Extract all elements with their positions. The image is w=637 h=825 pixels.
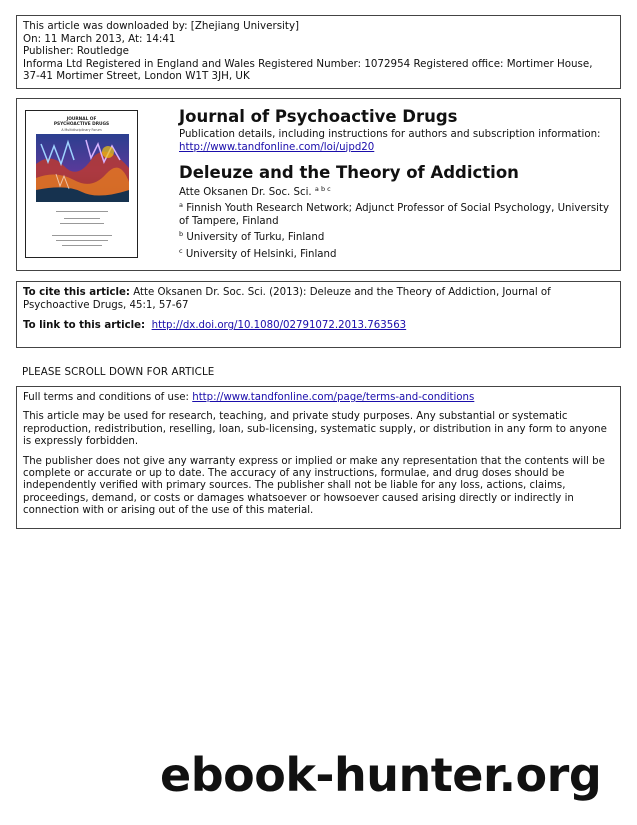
cover-rule bbox=[56, 211, 108, 212]
cover-title-line: JOURNAL OF bbox=[66, 117, 97, 122]
publication-details-text: Publication details, including instructions for authors and subscription information: bbox=[179, 129, 601, 140]
affiliation-text: Finnish Youth Research Network; Adjunct Professor of Social Psychology, University of Tampere, Finland bbox=[179, 203, 609, 227]
article-title: Deleuze and the Theory of Addiction bbox=[179, 163, 519, 182]
cite-text: Atte Oksanen Dr. Soc. Sci. (2013): Deleuze and the Theory of Addiction, Journal of Psychoactive Drugs, 45:1, 57-67 bbox=[23, 287, 551, 311]
cover-rule bbox=[64, 218, 100, 219]
download-line: On: 11 March 2013, At: 14:41 bbox=[23, 32, 176, 45]
affiliation bbox=[179, 246, 611, 262]
terms-intro: Full terms and conditions of use: bbox=[23, 392, 189, 403]
terms-link[interactable]: http://www.tandfonline.com/page/terms-and-conditions bbox=[192, 392, 475, 403]
journal-info-box bbox=[16, 98, 621, 271]
terms-paragraph: This article may be used for research, teaching, and private study purposes. Any substantial or systematic reproduction, redistribution, reselling, loan, sub-licensing, systematic supply, or distribution in any form to anyone is expressly forbidden. bbox=[23, 411, 607, 448]
affiliation-marker: c bbox=[179, 246, 183, 255]
cover-rule bbox=[56, 240, 108, 241]
download-line: 37-41 Mortimer Street, London W1T 3JH, UK bbox=[23, 70, 250, 83]
terms-box bbox=[16, 386, 621, 529]
affiliation-marker: b bbox=[179, 230, 184, 238]
publication-details bbox=[179, 129, 611, 154]
terms-intro-line bbox=[23, 392, 614, 404]
author-line bbox=[179, 186, 611, 199]
cover-artwork bbox=[36, 134, 129, 202]
cover-title-line: PSYCHOACTIVE DRUGS bbox=[53, 122, 110, 127]
affiliation bbox=[179, 232, 611, 245]
journal-title: Journal of Psychoactive Drugs bbox=[179, 107, 458, 126]
download-line: Publisher: Routledge bbox=[23, 45, 129, 58]
affiliation-marker: a bbox=[179, 201, 183, 209]
download-notice-box bbox=[16, 15, 621, 89]
cover-title bbox=[26, 117, 137, 127]
affiliation bbox=[179, 203, 611, 228]
doi-link[interactable]: http://dx.doi.org/10.1080/02791072.2013.763563 bbox=[151, 320, 407, 331]
journal-cover-image bbox=[25, 110, 138, 258]
citation-box bbox=[16, 281, 621, 348]
cite-label: To cite this article: bbox=[23, 287, 130, 298]
cover-subtitle: A Multidisciplinary Forum bbox=[61, 128, 102, 132]
author-name: Atte Oksanen Dr. Soc. Sci. bbox=[179, 187, 312, 198]
affiliation-text: University of Turku, Finland bbox=[186, 232, 325, 243]
journal-info-text bbox=[179, 107, 611, 261]
cover-rule bbox=[62, 245, 102, 246]
affiliation-text: University of Helsinki, Finland bbox=[185, 248, 337, 260]
author-superscript: a b c bbox=[314, 185, 331, 193]
link-line bbox=[23, 320, 614, 333]
cover-rule bbox=[52, 235, 112, 236]
scroll-notice: PLEASE SCROLL DOWN FOR ARTICLE bbox=[22, 366, 215, 378]
cite-line bbox=[23, 287, 614, 312]
link-label: To link to this article: bbox=[23, 320, 146, 331]
watermark: ebook-hunter.org bbox=[160, 748, 602, 802]
download-line: Informa Ltd Registered in England and Wales Registered Number: 1072954 Registered office: Mortimer House, bbox=[23, 57, 593, 70]
cover-rule bbox=[60, 223, 104, 224]
journal-url-link[interactable]: http://www.tandfonline.com/loi/ujpd20 bbox=[179, 141, 375, 153]
terms-paragraph: The publisher does not give any warranty express or implied or make any representation that the contents will be complete or accurate or up to date. The accuracy of any instructions, formulae, and drug doses should be independently verified with primary sources. The publisher shall not be liable for any loss, actions, claims, proceedings, demand, or costs or damages whatsoever or howsoever caused arising directly or indirectly in connection with or arising out of the use of this material. bbox=[23, 455, 605, 517]
download-line: This article was downloaded by: [Zhejiang University] bbox=[23, 20, 300, 32]
